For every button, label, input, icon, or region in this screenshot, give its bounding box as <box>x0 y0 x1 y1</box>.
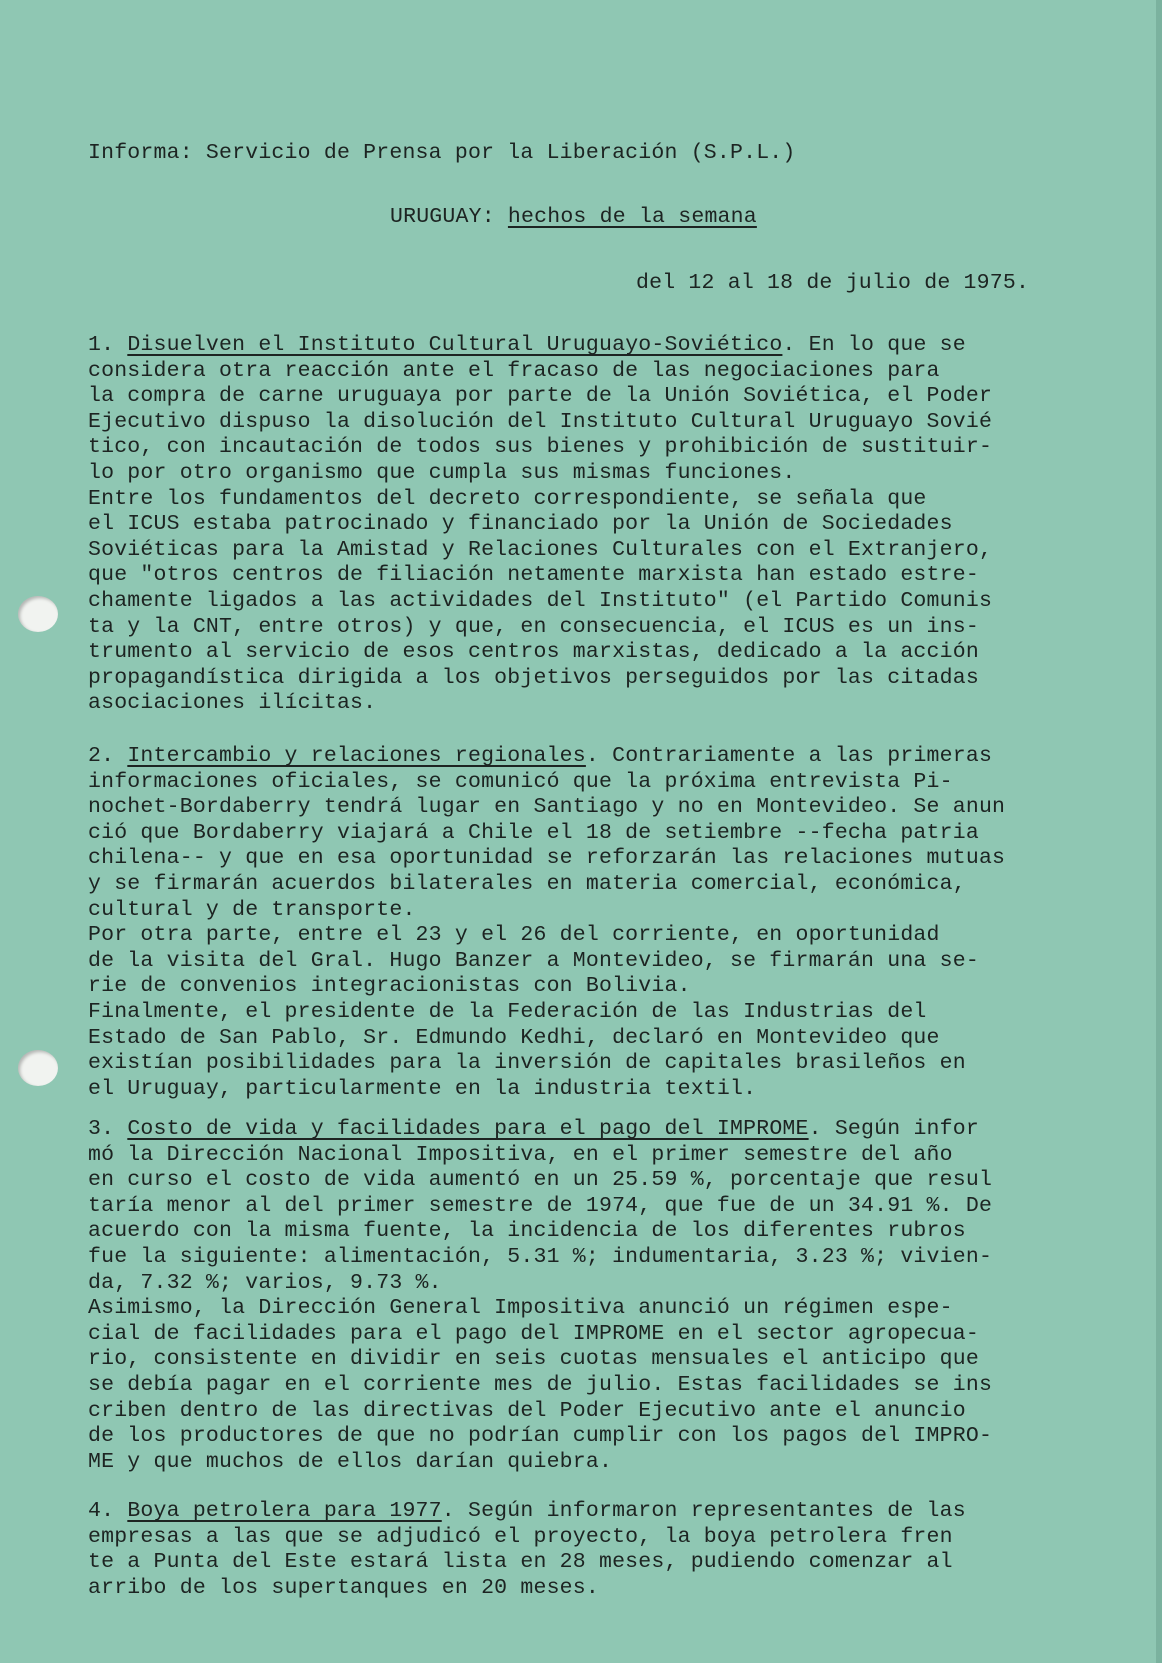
paragraph-text: . Según informaron representantes de las empresas a las que se adjudicó el proyecto, la boya petrolera fren te a Punta del Este estará lista en 28 meses, pudiendo comenzar al arribo de los supertanques en 20 meses. <box>88 1499 966 1600</box>
news-item-3 <box>88 1117 1098 1475</box>
news-item-1-paragraph-2: Entre los fundamentos del decreto correspondiente, se señala que el ICUS estaba patrocinado y financiado por la Unión de Sociedades Soviéticas para la Amistad y Relaciones Culturales con el Extranjero, que "otros centros de filiación netamente marxista han estado estre- chamente ligados a las actividades del Instituto" (el Partido Comunis ta y la CNT, entre otros) y que, en consecuencia, el ICUS es un ins- trumento al servicio de esos centros marxistas, dedicado a la acción propagandística dirigida a los objetivos perseguidos por las citadas asociaciones ilícitas. <box>88 486 993 716</box>
item-heading: Disuelven el Instituto Cultural Uruguayo-Soviético <box>127 333 783 357</box>
item-number: 2. <box>88 744 128 768</box>
title-underlined: hechos de la semana <box>507 205 757 229</box>
news-item-2-paragraph-1 <box>88 744 1098 923</box>
news-item-1 <box>88 333 1098 717</box>
item-number: 3. <box>88 1117 128 1141</box>
item-heading: Boya petrolera para 1977 <box>127 1499 442 1523</box>
punch-hole-bottom <box>18 1050 58 1086</box>
paragraph-text: . Según infor mó la Dirección Nacional Impositiva, en el primer semestre del año en curso el costo de vida aumentó en un 25.59 %, porcentaje que resul taría menor al del primer semestre de 1974, que fue de un 34.91 %. De acuerdo con la misma fuente, la incidencia de los diferentes rubros fue la siguiente: alimentación, 5.31 %; indumentaria, 3.23 %; vivien- da, 7.32 %; varios, 9.73 %. <box>88 1117 993 1295</box>
news-item-3-paragraph-2: Asimismo, la Dirección General Impositiva anunció un régimen espe- cial de facilidades para el pago del IMPROME en el sector agropecua- rio, consistente en dividir en seis cuotas mensuales el anticipo que se debía pagar en el corriente mes de julio. Estas facilidades se ins criben dentro de las directivas del Poder Ejecutivo ante el anuncio de los productores de que no podrían cumplir con los pagos del IMPRO- ME y que muchos de ellos darían quiebra. <box>88 1296 993 1474</box>
item-heading: Costo de vida y facilidades para el pago del IMPROME <box>127 1117 809 1141</box>
title-prefix: URUGUAY: <box>390 205 508 229</box>
item-number: 4. <box>88 1499 128 1523</box>
item-heading: Intercambio y relaciones regionales <box>127 744 586 768</box>
document-title <box>390 205 757 230</box>
news-item-2 <box>88 744 1098 1102</box>
paper-edge <box>1156 0 1162 1663</box>
news-item-1-paragraph-1 <box>88 333 1098 487</box>
news-item-3-paragraph-1 <box>88 1117 1098 1296</box>
paragraph-text: . Contrariamente a las primeras informaciones oficiales, se comunicó que la próxima entrevista Pi- nochet-Bordaberry tendrá lugar en Santiago y no en Montevideo. Se anun ció que Bordaberry viajará a Chile el 18 de setiembre --fecha patria chilena-- y que en esa oportunidad se reforzarán las relaciones mutuas y se firmarán acuerdos bilaterales en materia comercial, económica, cultural y de transporte. <box>88 744 1006 922</box>
paragraph-text: . En lo que se considera otra reacción ante el fracaso de las negociaciones para la compra de carne uruguaya por parte de la Unión Soviética, el Poder Ejecutivo dispuso la disolución del Instituto Cultural Uruguayo Sovié tico, con incautación de todos sus bienes y prohibición de sustituir- lo por otro organismo que cumpla sus mismas funciones. <box>88 333 993 485</box>
punch-hole-top <box>18 596 58 632</box>
news-item-4 <box>88 1499 1098 1601</box>
news-item-2-paragraph-3: Finalmente, el presidente de la Federación de las Industrias del Estado de San Pablo, Sr. Edmundo Kedhi, declaró en Montevideo que existían posibilidades para la inversión de capitales brasileños en el Uruguay, particularmente en la industria textil. <box>88 999 966 1101</box>
news-item-2-paragraph-2: Por otra parte, entre el 23 y el 26 del corriente, en oportunidad de la visita del Gral. Hugo Banzer a Montevideo, se firmarán una se- rie de convenios integracionistas con Bolivia. <box>88 923 979 999</box>
item-number: 1. <box>88 333 128 357</box>
source-line: Informa: Servicio de Prensa por la Liberación (S.P.L.) <box>88 141 796 165</box>
news-item-4-paragraph-1 <box>88 1499 1098 1601</box>
date-line: del 12 al 18 de julio de 1975. <box>636 271 1030 295</box>
